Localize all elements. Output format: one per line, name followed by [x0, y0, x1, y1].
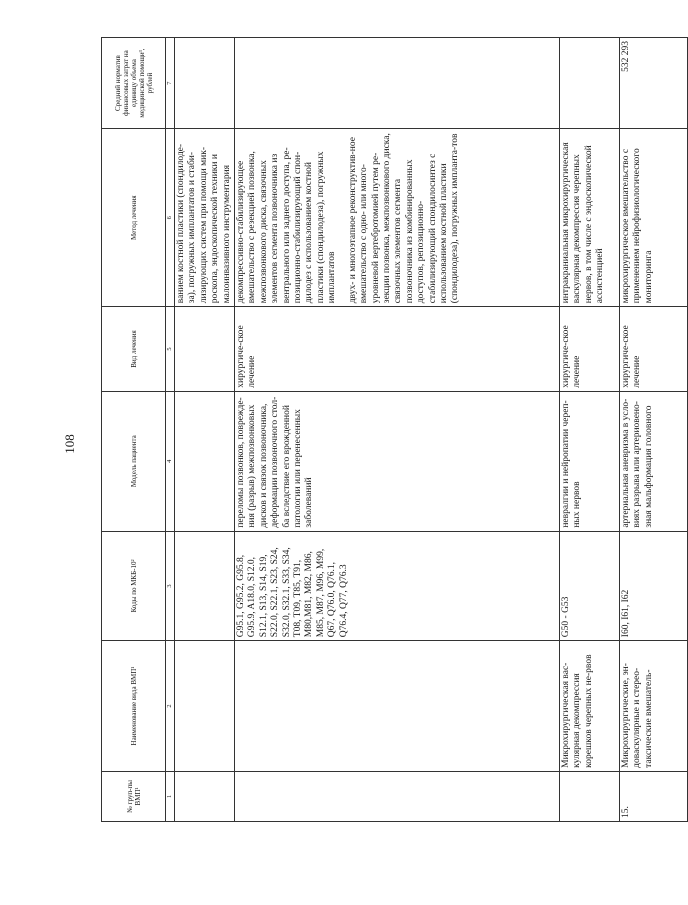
header-patient-model: Модель пациента — [102, 391, 166, 531]
column-number: 2 — [166, 641, 175, 772]
cell-codes: G95.1, G95.2, G95.8, G95.9, A18.0, S12.0, S12.1, S13, S14, S19, S22.0, S22.1, S23, S24, S32.0, S32.1, S33, S34, T08, T09, T85, T91, M80,M81, M82, M86, M85, M87, M96, M99, Q67, Q76.0, Q76.1, Q76.4, Q77, Q76.3 — [235, 531, 560, 641]
cell-method: ванием костной пластики (спондилоде-за), погружных имплантатов и стаби-лизирующих систем при помощи мик-роскопа, эндоскопической техники и малоинвазивного инструментария — [175, 129, 235, 307]
cell-vmp-name: Микрохирургическая вас-кулярная декомпрессия корешков черепных не-рвов — [560, 641, 620, 772]
rotated-page-content — [101, 37, 679, 822]
cell-cost — [235, 38, 560, 129]
cell-treatment: хирургиче-ское лечение — [620, 307, 688, 391]
cell-codes: I60, I61, I62 — [620, 531, 688, 641]
cell-treatment: хирургиче-ское лечение — [235, 307, 560, 391]
cell-group — [235, 771, 560, 821]
cell-treatment — [175, 307, 235, 391]
cell-treatment: хирургиче-ское лечение — [560, 307, 620, 391]
method-variant: декомпрессивно-стабилизирующее вмешательство с резекцией позвонка, межпозвонкового диска, связочных элементов сегмента позвоночника из вентрального или заднего доступа, ре-позиционно-стабилизирующий спон-дилодез с использованием костной пластики (спондилодеза), погружных имплантатов — [236, 147, 338, 304]
cell-group — [175, 771, 235, 821]
cell-codes — [175, 531, 235, 641]
cell-group: 15. — [620, 771, 688, 821]
header-treatment-type: Вид лечения — [102, 307, 166, 391]
header-vmp-name: Наименование вида ВМП¹ — [102, 641, 166, 772]
header-icd-codes: Коды по МКБ-10² — [102, 531, 166, 641]
column-number: 4 — [166, 391, 175, 531]
cell-vmp-name — [175, 641, 235, 772]
header-row — [102, 38, 166, 822]
method-variant: двух- и многоэтапное реконструктив-ное вмешательство с одно- или много-уровневой вертебротомией путем ре-зекции позвонка, межпозвонкового диска, связочных элементов сегмента позвоночника из комбинированных доступов, репозиционно-стабилизирующий спондилосинтез с использованием костной пластики (спондилодеза), погружных импланта-тов — [347, 133, 461, 304]
cell-vmp-name: Микрохирургические, эн-доваскулярные и стерео-таксические вмешатель- — [620, 641, 688, 772]
cell-model: невралгии и нейропатии череп-ных нервов — [560, 391, 620, 531]
cell-method: интракраниальная микрохирургическая васкулярная декомпрессия черепных нервов, в том числе с эндоскопической ассистенцией — [560, 129, 620, 307]
header-cost-norm: Средний норматив финансовых затрат на единицу объема медицинской помощи³, рублей — [102, 38, 166, 129]
column-number: 6 — [166, 129, 175, 307]
cell-cost: 532 293 — [620, 38, 688, 129]
page-number: 108 — [61, 434, 77, 454]
cell-method: микрохирургическое вмешательство с применением нейрофизиологического мониторинга — [620, 129, 688, 307]
column-number: 3 — [166, 531, 175, 641]
table-row — [235, 38, 560, 822]
header-group-number: № груп-пы ВМП¹ — [102, 771, 166, 821]
cell-model: артериальная аневризма в усло-виях разрыва или артериовено-зная мальформация головного — [620, 391, 688, 531]
cell-vmp-name — [235, 641, 560, 772]
header-treatment-method: Метод лечения — [102, 129, 166, 307]
column-number-row — [166, 38, 175, 822]
cell-method — [235, 129, 560, 307]
cell-model — [175, 391, 235, 531]
table-row — [620, 38, 688, 822]
cell-cost — [560, 38, 620, 129]
table-row — [560, 38, 620, 822]
column-number: 1 — [166, 771, 175, 821]
cell-model: переломы позвонков, поврежде-ния (разрыв) межпозвонковых дисков и связок позвоночника, деформации позвоночного стол-ба вследствие его врожденной патологии или перенесенных заболеваний — [235, 391, 560, 531]
vmp-table — [101, 37, 688, 822]
table-row — [175, 38, 235, 822]
cell-group — [560, 771, 620, 821]
cell-cost — [175, 38, 235, 129]
column-number: 7 — [166, 38, 175, 129]
column-number: 5 — [166, 307, 175, 391]
cell-codes: G50 - G53 — [560, 531, 620, 641]
